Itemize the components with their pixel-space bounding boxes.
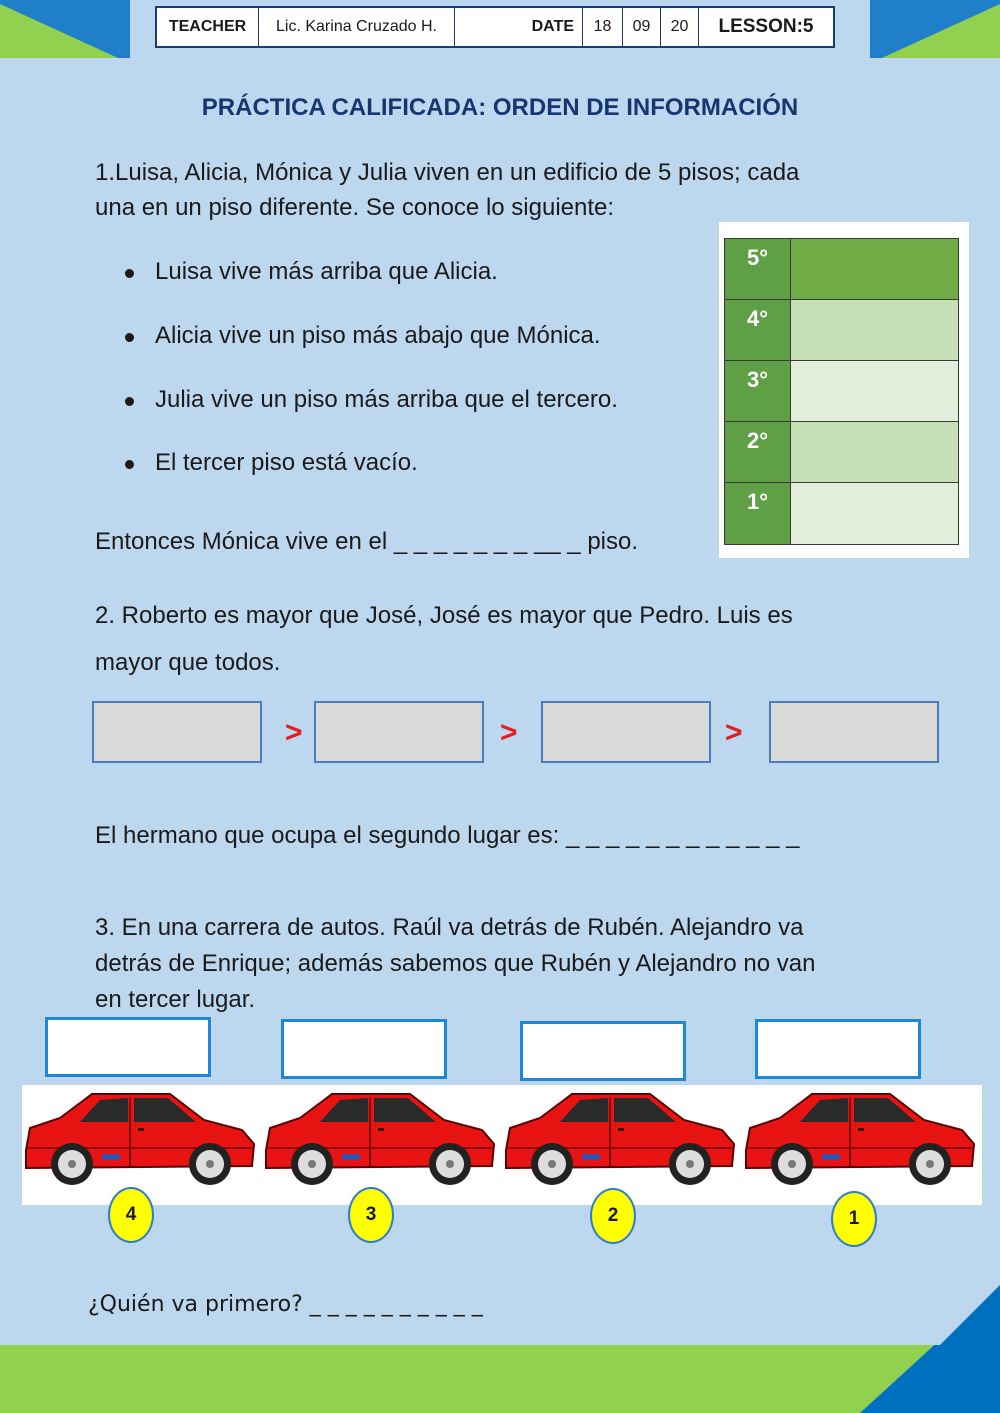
floor-label: 3°	[725, 361, 791, 421]
bullet-icon	[125, 460, 134, 469]
date-month: 09	[623, 8, 661, 46]
floor-label: 2°	[725, 422, 791, 482]
age-order-box-3[interactable]	[541, 701, 711, 763]
date-day: 18	[583, 8, 623, 46]
floor-answer-cell[interactable]	[791, 361, 958, 421]
problem2-statement-line1: 2. Roberto es mayor que José, José es mayor que Pedro. Luis es	[95, 602, 793, 629]
bullet-icon	[125, 269, 134, 278]
age-order-box-2[interactable]	[314, 701, 484, 763]
race-answer-box-2[interactable]	[281, 1019, 447, 1079]
greater-than-sign: >	[500, 716, 518, 749]
floor-answer-cell[interactable]	[791, 483, 958, 544]
floor-row-5	[725, 239, 958, 300]
lesson-label: LESSON:5	[718, 16, 814, 37]
race-answer-box-3[interactable]	[520, 1021, 686, 1081]
position-badge: 3	[348, 1187, 394, 1243]
floor-label: 5°	[725, 239, 791, 299]
problem3-question: ¿Quién va primero? _ _ _ _ _ _ _ _ _ _	[88, 1292, 483, 1317]
floor-answer-cell[interactable]	[791, 239, 958, 299]
floors-table	[724, 238, 959, 545]
race-car-icon	[20, 1088, 260, 1188]
clue-text: El tercer piso está vacío.	[155, 449, 418, 476]
race-car-icon	[260, 1088, 500, 1188]
greater-than-sign: >	[285, 716, 303, 749]
problem2-question: El hermano que ocupa el segundo lugar es: _ _ _ _ _ _ _ _ _ _ _ _	[95, 822, 800, 849]
problem1-question: Entonces Mónica vive en el _ _ _ _ _ _ _ __ _ piso.	[95, 528, 639, 555]
floor-label: 4°	[725, 300, 791, 360]
race-answer-box-4[interactable]	[755, 1019, 921, 1079]
clue-text: Julia vive un piso más arriba que el tercero.	[155, 386, 618, 413]
problem2-statement-line2: mayor que todos.	[95, 649, 281, 676]
position-badge: 1	[831, 1191, 877, 1247]
teacher-name: Lic. Karina Cruzado H.	[259, 8, 455, 46]
page-title: PRÁCTICA CALIFICADA: ORDEN DE INFORMACIÓN	[201, 94, 799, 121]
greater-than-sign: >	[725, 716, 743, 749]
footer-corner	[880, 1285, 1000, 1345]
bullet-icon	[125, 397, 134, 406]
age-order-box-1[interactable]	[92, 701, 262, 763]
race-car-icon	[500, 1088, 740, 1188]
floor-row-2	[725, 422, 958, 483]
date-year: 20	[661, 8, 699, 46]
floor-answer-cell[interactable]	[791, 422, 958, 482]
floor-row-1	[725, 483, 958, 544]
floor-answer-cell[interactable]	[791, 300, 958, 360]
clue-text: Alicia vive un piso más abajo que Mónica.	[155, 322, 601, 349]
teacher-label: TEACHER	[157, 8, 259, 46]
floor-row-4	[725, 300, 958, 361]
problem1-statement-line1: 1.Luisa, Alicia, Mónica y Julia viven en un edificio de 5 pisos; cada	[95, 159, 800, 186]
header-info-table	[155, 6, 835, 48]
footer-band	[0, 1345, 1000, 1413]
problem3-statement-line2: detrás de Enrique; además sabemos que Rubén y Alejandro no van	[95, 950, 816, 977]
problem3-statement-line3: en tercer lugar.	[95, 986, 256, 1013]
problem3-statement-line1: 3. En una carrera de autos. Raúl va detrás de Rubén. Alejandro va	[95, 914, 804, 941]
problem1-statement-line2: una en un piso diferente. Se conoce lo siguiente:	[95, 194, 615, 221]
position-badge: 2	[590, 1188, 636, 1244]
floor-label: 1°	[725, 483, 791, 544]
position-badge: 4	[108, 1187, 154, 1243]
floor-row-3	[725, 361, 958, 422]
clue-text: Luisa vive más arriba que Alicia.	[155, 258, 498, 285]
date-label: DATE	[455, 8, 583, 46]
bullet-icon	[125, 333, 134, 342]
race-answer-box-1[interactable]	[45, 1017, 211, 1077]
race-car-icon	[740, 1088, 980, 1188]
age-order-box-4[interactable]	[769, 701, 939, 763]
